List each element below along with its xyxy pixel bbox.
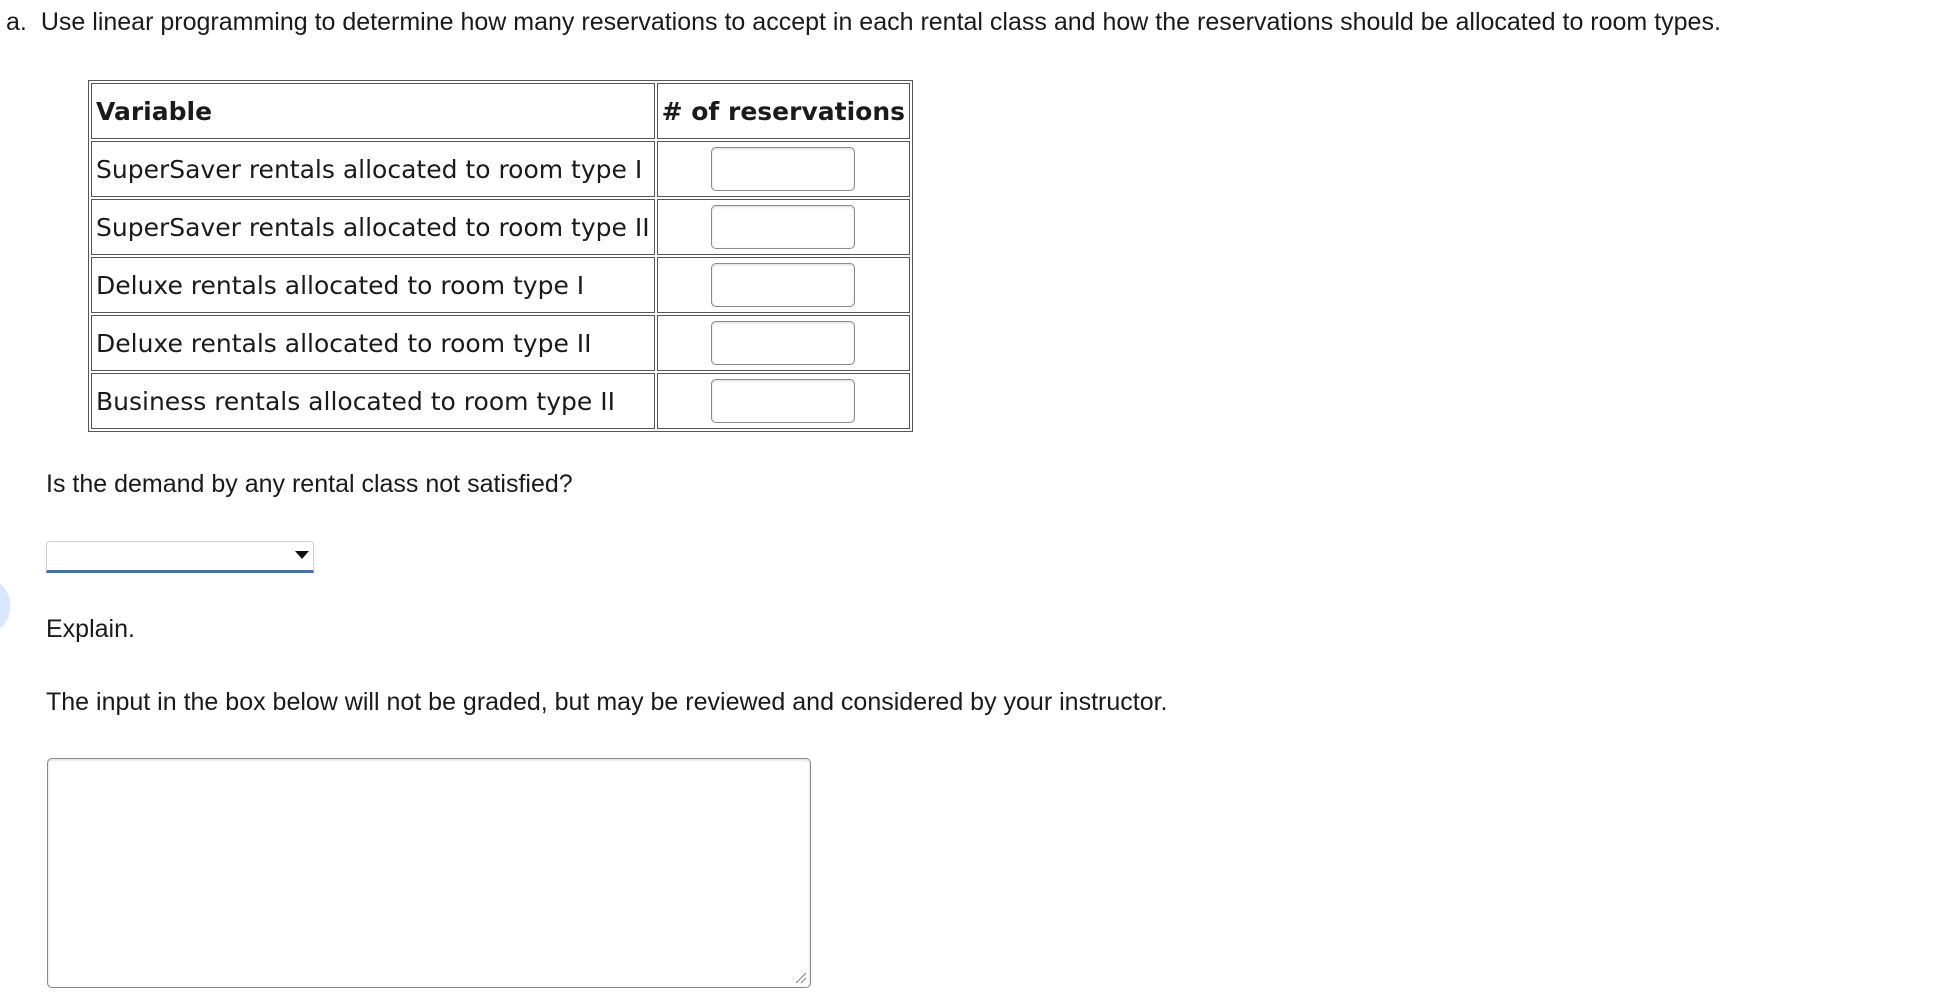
row-label: SuperSaver rentals allocated to room type II [91,199,655,255]
grading-note: The input in the box below will not be graded, but may be reviewed and considered by your instructor. [46,688,1168,716]
row-label: Deluxe rentals allocated to room type I [91,257,655,313]
chevron-down-icon [295,551,309,559]
question-text: Use linear programming to determine how many reservations to accept in each rental class and how the reservations should be allocated to room types. [40,8,1721,36]
header-reservations: # of reservations [657,83,910,139]
variables-table [88,80,913,432]
row-label: Deluxe rentals allocated to room type II [91,315,655,371]
reservations-input-supersaver-type-i[interactable] [711,147,855,191]
reservations-input-deluxe-type-ii[interactable] [711,321,855,365]
question-prompt [6,8,1721,37]
table-row [91,373,910,429]
table-row [91,199,910,255]
demand-dropdown[interactable] [46,541,314,573]
question-label: a. [6,8,27,36]
explain-label: Explain. [46,615,135,643]
table-row [91,257,910,313]
table-row [91,141,910,197]
demand-question: Is the demand by any rental class not satisfied? [46,470,573,498]
resize-grip-icon[interactable] [793,970,807,984]
table-row [91,315,910,371]
reservations-input-deluxe-type-i[interactable] [711,263,855,307]
explain-textarea[interactable] [47,758,811,988]
row-label: Business rentals allocated to room type II [91,373,655,429]
row-label: SuperSaver rentals allocated to room type I [91,141,655,197]
reservations-input-business-type-ii[interactable] [711,379,855,423]
header-variable: Variable [91,83,655,139]
side-marker [0,578,10,634]
table-header-row [91,83,910,139]
reservations-input-supersaver-type-ii[interactable] [711,205,855,249]
